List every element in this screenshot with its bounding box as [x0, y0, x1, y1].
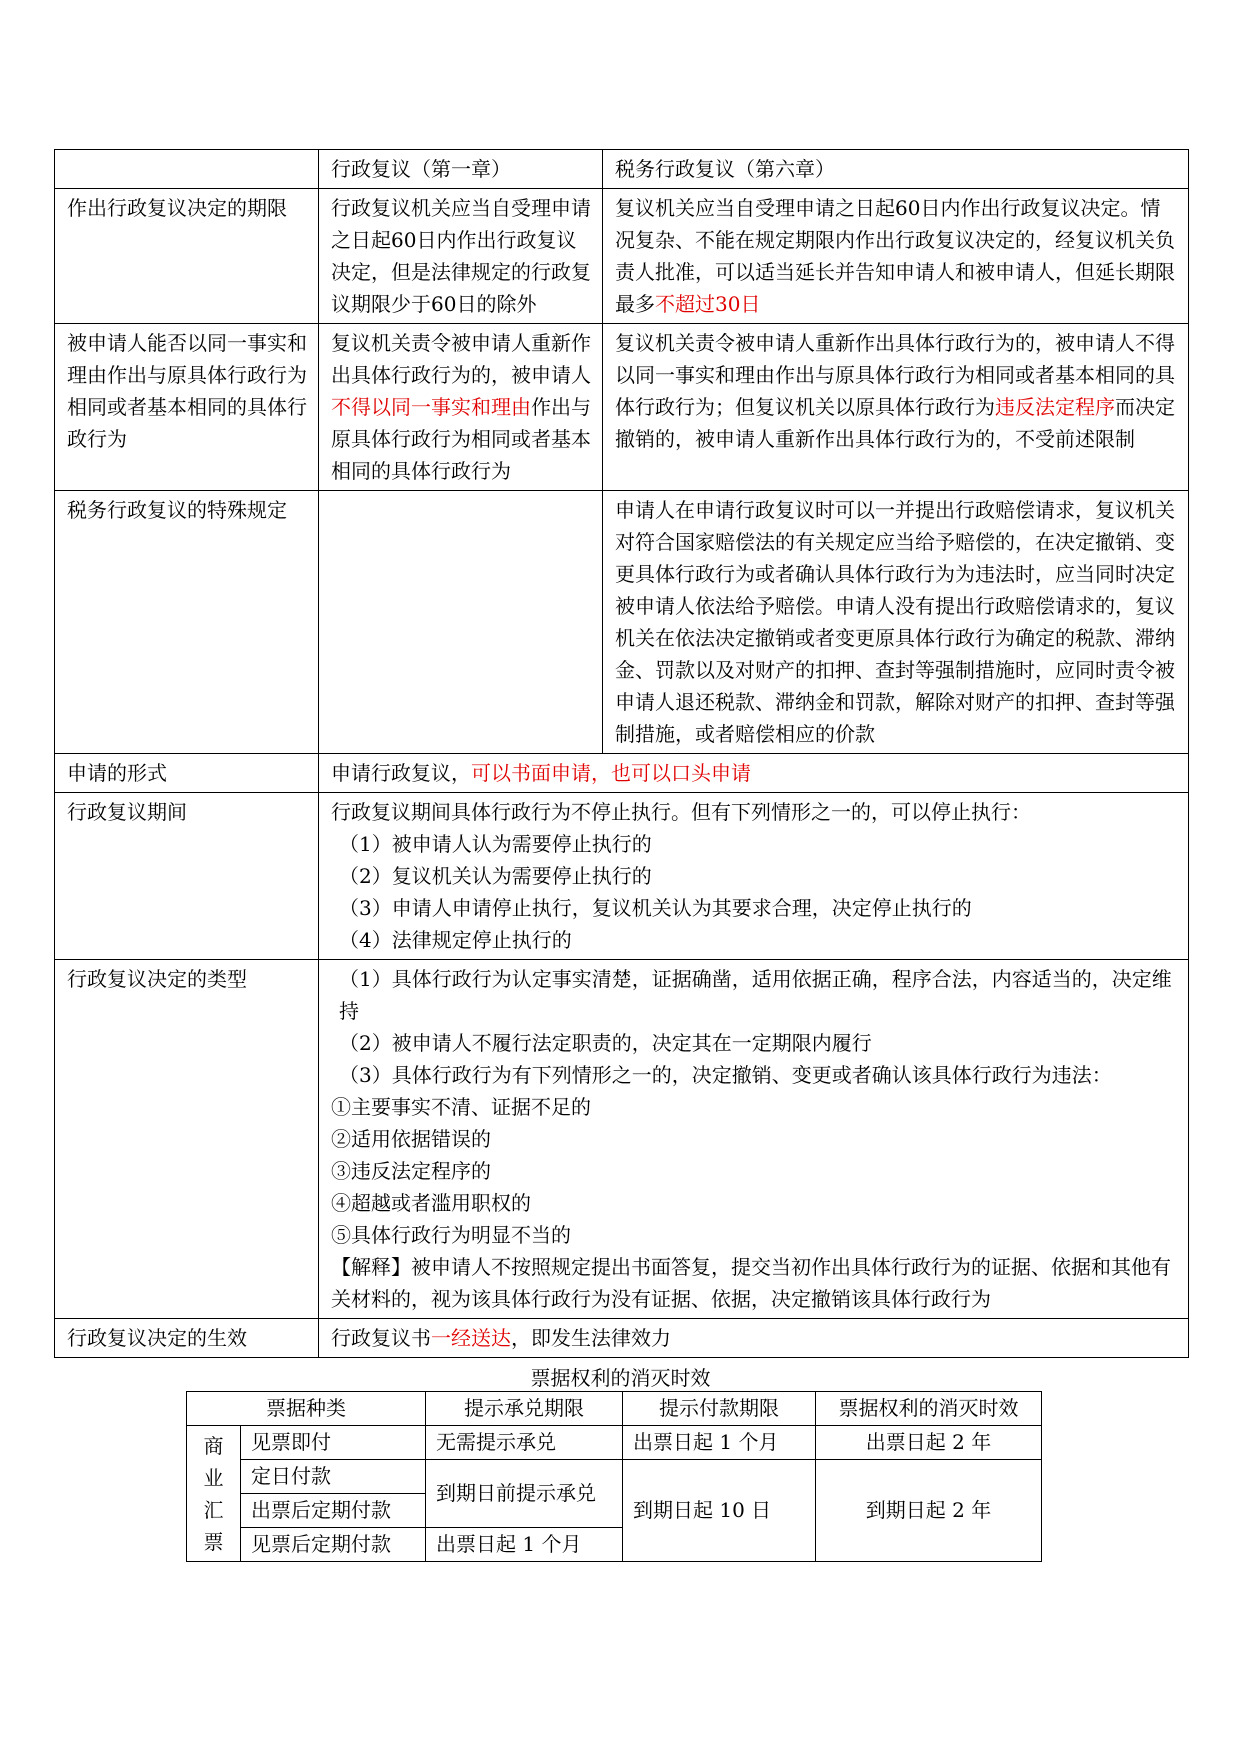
- row-cell: [319, 324, 603, 491]
- highlight-text: 一经送达: [431, 1326, 511, 1350]
- table-header-row: [187, 1392, 1042, 1426]
- cell-text: 复议机关责令被申请人重新作出具体行政行为的，被申请人不得以同一事实和理由作出与原具体行政行为相同或者基本相同的具体行政行为；但复议机关以原具体行政行为: [615, 331, 1175, 419]
- acceptance-cell: 到期日前提示承兑: [426, 1460, 623, 1528]
- row-label: 作出行政复议决定的期限: [55, 189, 319, 324]
- header-payment-period: 提示付款期限: [623, 1392, 816, 1426]
- explanation-note: 【解释】被申请人不按照规定提出书面答复，提交当初作出具体行政行为的证据、依据和其他有关材料的，视为该具体行政行为没有证据、依据，决定撤销该具体行政行为: [331, 1255, 1171, 1311]
- list-item: （3）具体行政行为有下列情形之一的，决定撤销、变更或者确认该具体行政行为违法：: [339, 1063, 1112, 1087]
- bill-type-cell: 见票后定期付款: [241, 1528, 426, 1562]
- row-cell: [319, 793, 1189, 960]
- list-item: （2）被申请人不履行法定职责的，决定其在一定期限内履行: [339, 1031, 872, 1055]
- cell-text: 而决定撤销的，被申请人重新作出具体行政行为的，不受前述限制: [615, 395, 1175, 451]
- header-bill-type: 票据种类: [187, 1392, 426, 1426]
- bill-type-cell: 定日付款: [241, 1460, 426, 1494]
- header-admin-review: 行政复议（第一章）: [319, 150, 603, 189]
- row-cell: [319, 1319, 1189, 1358]
- row-cell: 行政复议机关应当自受理申请之日起60日内作出行政复议决定，但是法律规定的行政复议期限少于60日的除外: [319, 189, 603, 324]
- table-header-row: [55, 150, 1189, 189]
- list-item: ③违反法定程序的: [331, 1159, 491, 1183]
- category-commercial-bill: [187, 1426, 241, 1562]
- list-item: ⑤具体行政行为明显不当的: [331, 1223, 571, 1247]
- row-label: 行政复议期间: [55, 793, 319, 960]
- cell-text: 作出与原具体行政行为相同或者基本相同的具体行政行为: [331, 395, 591, 483]
- highlight-text: 违反法定程序: [995, 395, 1115, 419]
- list-item: ②适用依据错误的: [331, 1127, 491, 1151]
- list-item: （3）申请人申请停止执行，复议机关认为其要求合理，决定停止执行的: [339, 896, 972, 920]
- cell-text: 复议机关责令被申请人重新作出具体行政行为的，被申请人: [331, 331, 591, 387]
- acceptance-cell: 无需提示承兑: [426, 1426, 623, 1460]
- row-cell: [319, 960, 1189, 1319]
- header-empty-cell: [55, 150, 319, 189]
- table-row: [55, 491, 1189, 754]
- category-char: 汇: [203, 1497, 224, 1522]
- row-label: 行政复议决定的生效: [55, 1319, 319, 1358]
- table-row: [187, 1426, 1042, 1460]
- table-row: [55, 754, 1189, 793]
- header-acceptance-period: 提示承兑期限: [426, 1392, 623, 1426]
- list-item: （4）法律规定停止执行的: [339, 928, 572, 952]
- bill-type-cell: 见票即付: [241, 1426, 426, 1460]
- limitation-cell: 到期日起 2 年: [816, 1460, 1042, 1562]
- payment-cell: 到期日起 10 日: [623, 1460, 816, 1562]
- payment-cell: 出票日起 1 个月: [623, 1426, 816, 1460]
- list-item: （1）具体行政行为认定事实清楚，证据确凿，适用依据正确，程序合法，内容适当的，决定维持: [339, 967, 1172, 1023]
- table-row: [55, 189, 1189, 324]
- table-row: [55, 1319, 1189, 1358]
- bill-type-cell: 出票后定期付款: [241, 1494, 426, 1528]
- header-limitation-period: 票据权利的消灭时效: [816, 1392, 1042, 1426]
- bill-limitation-table: [186, 1391, 1042, 1562]
- list-item: （1）被申请人认为需要停止执行的: [339, 832, 652, 856]
- acceptance-cell: 出票日起 1 个月: [426, 1528, 623, 1562]
- row-label: 申请的形式: [55, 754, 319, 793]
- cell-text: 行政复议书: [331, 1326, 431, 1350]
- list-item: 行政复议期间具体行政行为不停止执行。但有下列情形之一的，可以停止执行：: [331, 800, 1031, 824]
- list-item: ①主要事实不清、证据不足的: [331, 1095, 591, 1119]
- row-cell: [603, 189, 1189, 324]
- row-cell: 申请人在申请行政复议时可以一并提出行政赔偿请求，复议机关对符合国家赔偿法的有关规定应当给予赔偿的，在决定撤销、变更具体行政行为或者确认具体行政行为为违法时，应当同时决定被申请人依法给予赔偿。申请人没有提出行政赔偿请求的，复议机关在依法决定撤销或者变更原具体行政行为确定的税款、滞纳金、罚款以及对财产的扣押、查封等强制措施时，应同时责令被申请人退还税款、滞纳金和罚款，解除对财产的扣押、查封等强制措施，或者赔偿相应的价款: [603, 491, 1189, 754]
- list-item: （2）复议机关认为需要停止执行的: [339, 864, 652, 888]
- header-tax-review: 税务行政复议（第六章）: [603, 150, 1189, 189]
- row-cell: [319, 754, 1189, 793]
- row-cell: [603, 324, 1189, 491]
- category-char: 业: [203, 1465, 224, 1490]
- review-comparison-table: [54, 149, 1189, 1358]
- limitation-cell: 出票日起 2 年: [816, 1426, 1042, 1460]
- highlight-text: 不得以同一事实和理由: [331, 395, 531, 419]
- category-char: 商: [203, 1433, 224, 1458]
- table-row: [55, 960, 1189, 1319]
- table-row: [55, 793, 1189, 960]
- cell-text: 申请行政复议，: [331, 761, 471, 785]
- list-item: ④超越或者滥用职权的: [331, 1191, 531, 1215]
- cell-text: ，即发生法律效力: [511, 1326, 671, 1350]
- cell-text: 复议机关应当自受理申请之日起60日内作出行政复议决定。情况复杂、不能在规定期限内作出行政复议决定的，经复议机关负责人批准，可以适当延长并告知申请人和被申请人，但延长期限最多: [615, 196, 1175, 316]
- row-cell: [319, 491, 603, 754]
- highlight-text: 不超过30日: [655, 292, 761, 316]
- highlight-text: 可以书面申请，也可以口头申请: [471, 761, 751, 785]
- row-label: 税务行政复议的特殊规定: [55, 491, 319, 754]
- row-label: 被申请人能否以同一事实和理由作出与原具体行政行为相同或者基本相同的具体行政行为: [55, 324, 319, 491]
- row-label: 行政复议决定的类型: [55, 960, 319, 1319]
- bill-table-title: 票据权利的消灭时效: [530, 1366, 711, 1390]
- category-char: 票: [203, 1529, 224, 1554]
- table-row: [187, 1460, 1042, 1494]
- table-row: [55, 324, 1189, 491]
